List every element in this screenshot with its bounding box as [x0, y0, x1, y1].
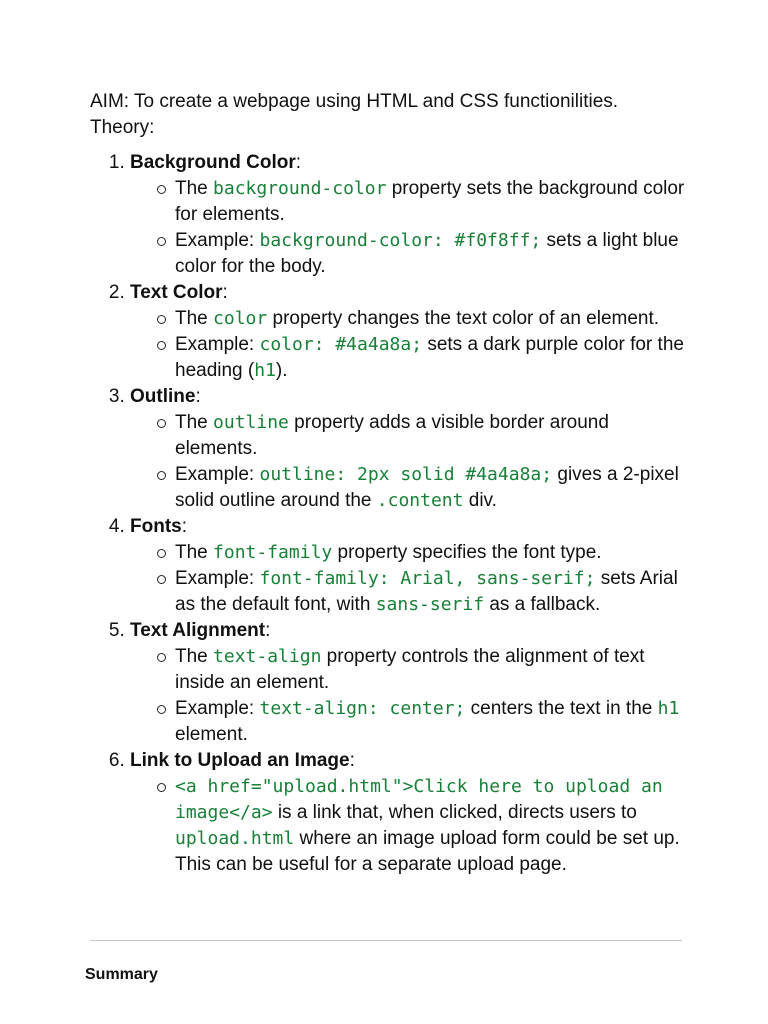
- topic-point-list: [130, 540, 690, 618]
- point-text: div.: [463, 490, 497, 511]
- code-snippet: outline: 2px solid #4a4a8a;: [259, 464, 553, 485]
- topic-point: [175, 644, 690, 696]
- point-text: where an image upload form could be set up. This can be useful for a separate upload page.: [175, 828, 680, 875]
- topic-point: [175, 410, 690, 462]
- point-text: The: [175, 178, 214, 199]
- topic-point: [175, 332, 690, 384]
- point-text: Example:: [175, 568, 260, 589]
- point-text: centers the text in the: [465, 698, 658, 719]
- point-text: Example:: [175, 230, 260, 251]
- point-text: Example:: [175, 698, 260, 719]
- theory-topic-list: [90, 150, 690, 878]
- topic-point: [175, 696, 690, 748]
- point-text: The: [175, 308, 214, 329]
- topic-item: 5. Text Alignment: The text-align property controls the alignment of text inside an element. Example: text-align: center; centers the text in the h1 element.: [130, 618, 690, 748]
- topic-point-list: [130, 774, 690, 878]
- topic-title: Text Color: [130, 282, 223, 303]
- code-snippet: sans-serif: [375, 594, 485, 615]
- topic-item: 2. Text Color: The color property changes the text color of an element. Example: color: #4a4a8a; sets a dark purple color for the heading (h1).: [130, 280, 690, 384]
- point-text: ).: [275, 360, 288, 381]
- point-text: Example:: [175, 334, 260, 355]
- topic-point: [175, 540, 690, 566]
- point-text: property specifies the font type.: [332, 542, 602, 563]
- topic-point-list: [130, 306, 690, 384]
- topic-title: Link to Upload an Image: [130, 750, 350, 771]
- code-snippet: color: [213, 308, 268, 329]
- point-text: Example:: [175, 464, 260, 485]
- code-snippet: color: #4a4a8a;: [259, 334, 423, 355]
- point-text: property adds a visible border around elements.: [175, 412, 609, 459]
- theory-label: Theory:: [90, 117, 155, 138]
- section-divider: [90, 940, 682, 941]
- point-text: sets Arial as the default font, with: [175, 568, 678, 615]
- topic-point-list: [130, 176, 690, 280]
- topic-point: [175, 774, 690, 878]
- topic-point-list: [130, 644, 690, 748]
- code-snippet: upload.html: [175, 828, 295, 849]
- point-text: element.: [175, 724, 248, 745]
- point-text: property controls the alignment of text inside an element.: [175, 646, 645, 693]
- aim-line: AIM: To create a webpage using HTML and CSS functionilities.: [90, 91, 619, 112]
- topic-item: 3. Outline: The outline property adds a visible border around elements. Example: outline: 2px solid #4a4a8a; gives a 2-pixel solid outline around the .content div.: [130, 384, 690, 514]
- topic-point-list: [130, 410, 690, 514]
- code-snippet: background-color: [213, 178, 387, 199]
- document-body: [90, 89, 690, 878]
- point-text: sets a dark purple color for the heading (: [175, 334, 684, 381]
- code-snippet: h1: [254, 360, 276, 381]
- topic-point: [175, 176, 690, 228]
- point-text: is a link that, when clicked, directs users to: [272, 802, 637, 823]
- code-snippet: text-align: center;: [259, 698, 466, 719]
- topic-title: Fonts: [130, 516, 182, 537]
- topic-point: [175, 306, 690, 332]
- topic-title: Outline: [130, 386, 196, 407]
- topic-title: Text Alignment: [130, 620, 266, 641]
- code-snippet: font-family: Arial, sans-serif;: [259, 568, 596, 589]
- topic-item: 6. Link to Upload an Image: <a href="upload.html">Click here to upload an image</a> is a link that, when clicked, directs users to upload.html where an image upload form could be set up. This can be useful for a separate upload page.: [130, 748, 690, 878]
- code-snippet: text-align: [213, 646, 322, 667]
- code-snippet: outline: [213, 412, 289, 433]
- code-snippet: h1: [657, 698, 680, 719]
- code-snippet: background-color: #f0f8ff;: [259, 230, 542, 251]
- code-snippet: .content: [376, 490, 464, 511]
- topic-point: [175, 566, 690, 618]
- point-text: sets a light blue color for the body.: [175, 230, 679, 277]
- point-text: The: [175, 646, 214, 667]
- point-text: property changes the text color of an element.: [267, 308, 660, 329]
- topic-point: [175, 228, 690, 280]
- point-text: as a fallback.: [484, 594, 601, 615]
- code-snippet: <a href="upload.html">Click here to upload an image</a>: [175, 776, 663, 823]
- point-text: The: [175, 542, 214, 563]
- topic-item: 4. Fonts: The font-family property specifies the font type. Example: font-family: Arial, sans-serif; sets Arial as the default font, with sans-serif as a fallback.: [130, 514, 690, 618]
- summary-heading: Summary: [85, 966, 158, 983]
- point-text: gives a 2-pixel solid outline around the: [175, 464, 679, 511]
- topic-point: [175, 462, 690, 514]
- code-snippet: font-family: [213, 542, 333, 563]
- point-text: The: [175, 412, 214, 433]
- topic-title: Background Color: [130, 152, 296, 173]
- topic-item: 1. Background Color: The background-color property sets the background color for elements. Example: background-color: #f0f8ff; sets a light blue color for the body.: [130, 150, 690, 280]
- point-text: property sets the background color for elements.: [175, 178, 685, 225]
